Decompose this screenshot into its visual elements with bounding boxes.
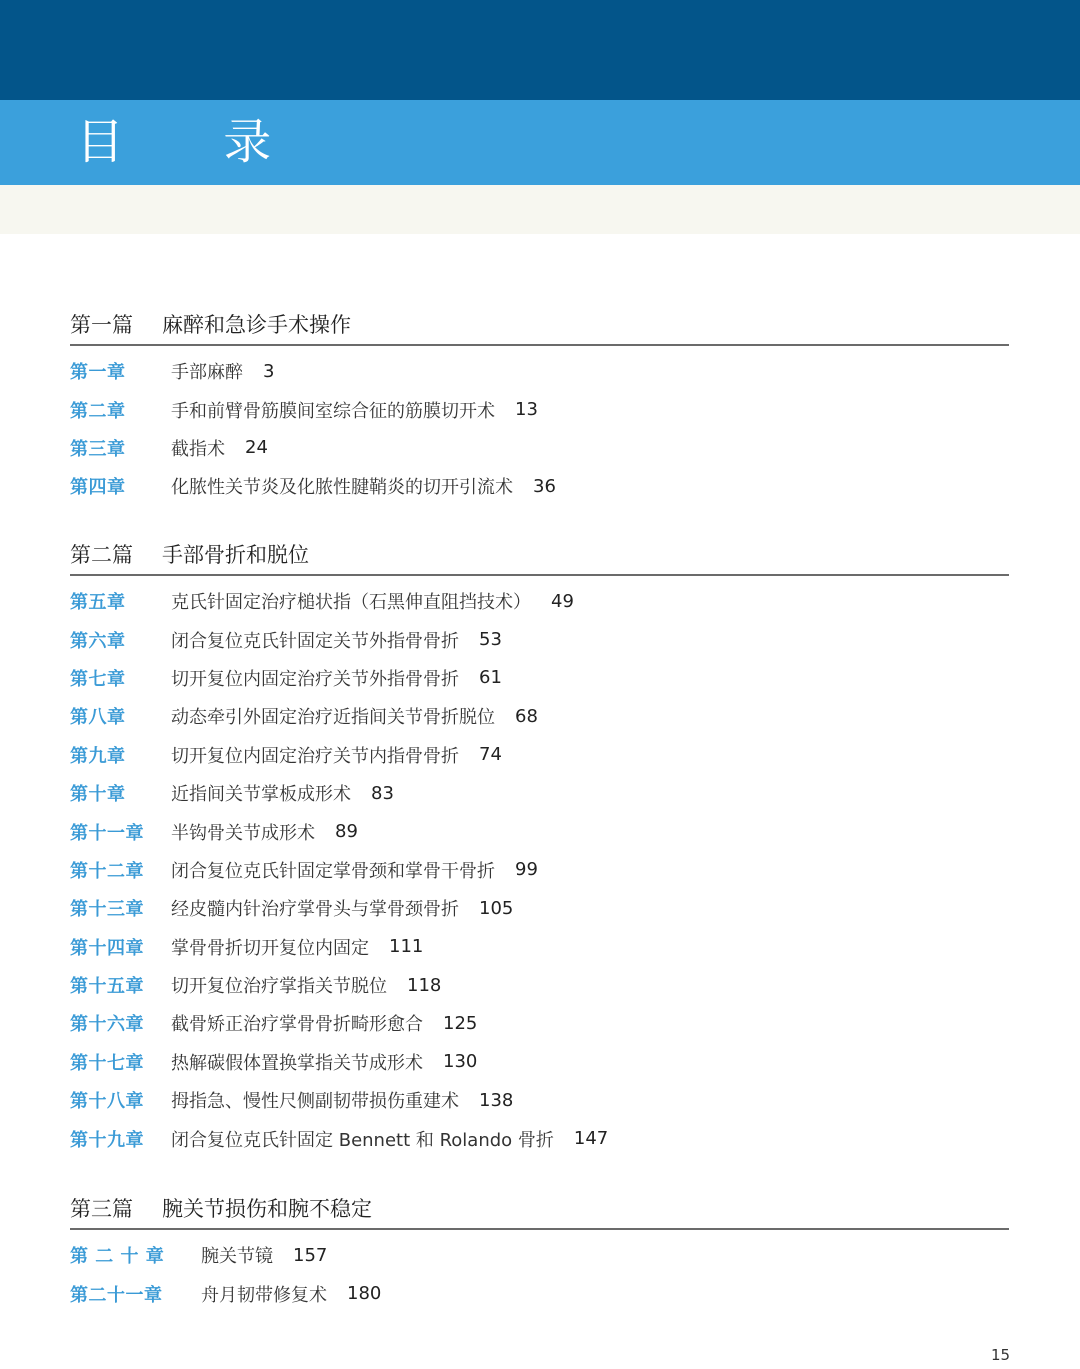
chapter-title: 截骨矫正治疗掌骨骨折畸形愈合 (171, 1014, 423, 1036)
chapter-number: 第十八章 (70, 1091, 144, 1113)
chapter-page: 83 (371, 782, 394, 804)
chapter-title: 热解碳假体置换掌指关节成形术 (171, 1052, 423, 1074)
chapter-number: 第八章 (70, 707, 126, 729)
chapter-title: 半钩骨关节成形术 (171, 822, 315, 844)
toc-entry[interactable] (70, 812, 1009, 850)
chapter-page: 74 (479, 744, 502, 766)
part-title: 腕关节损伤和腕不稳定 (162, 1197, 372, 1221)
chapter-title: 切开复位内固定治疗关节内指骨骨折 (171, 745, 459, 767)
toc-entry[interactable] (70, 889, 1009, 927)
chapter-title: 腕关节镜 (201, 1246, 273, 1268)
toc-entry[interactable] (70, 774, 1009, 812)
toc-entry[interactable] (70, 352, 1009, 390)
toc-entry[interactable] (70, 966, 1009, 1004)
chapter-page: 99 (515, 859, 538, 881)
chapter-number: 第十一章 (70, 822, 144, 844)
chapter-page: 3 (263, 360, 275, 382)
chapter-page: 24 (245, 437, 268, 459)
toc-part-2 (70, 538, 1009, 1158)
chapter-number: 第十二章 (70, 860, 144, 882)
chapter-page: 147 (573, 1128, 609, 1150)
chapter-page: 180 (347, 1283, 382, 1305)
toc-entry[interactable] (70, 429, 1009, 467)
chapter-page: 130 (443, 1051, 478, 1073)
chapter-number: 第十七章 (70, 1052, 144, 1074)
toc-entry[interactable] (70, 697, 1009, 735)
toc-entry[interactable] (70, 1119, 1009, 1157)
chapter-number: 第十六章 (70, 1014, 144, 1036)
chapter-title: 动态牵引外固定治疗近指间关节骨折脱位 (171, 707, 495, 729)
chapter-page: 105 (479, 897, 514, 919)
chapter-number: 第十五章 (70, 976, 144, 998)
chapter-title: 拇指急、慢性尺侧副韧带损伤重建术 (171, 1091, 459, 1113)
header-dark-band (0, 0, 1080, 100)
chapter-title: 化脓性关节炎及化脓性腱鞘炎的切开引流术 (171, 477, 513, 499)
part-title: 手部骨折和脱位 (162, 543, 309, 567)
chapter-title: 切开复位内固定治疗关节外指骨骨折 (171, 668, 459, 690)
chapter-title: 掌骨骨折切开复位内固定 (171, 937, 369, 959)
toc-entry[interactable] (70, 851, 1009, 889)
chapter-page: 157 (293, 1244, 328, 1266)
chapter-page: 13 (515, 399, 538, 421)
chapter-number: 第一章 (70, 362, 126, 384)
toc-entry[interactable] (70, 928, 1009, 966)
chapter-page: 49 (551, 590, 574, 612)
chapter-title: 切开复位治疗掌指关节脱位 (171, 976, 387, 998)
chapter-title: 闭合复位克氏针固定关节外指骨骨折 (171, 630, 459, 652)
chapter-number: 第二十一章 (70, 1284, 163, 1306)
toc-entry[interactable] (70, 659, 1009, 697)
part-heading (70, 538, 1009, 576)
toc-entry[interactable] (70, 1004, 1009, 1042)
page-number: 15 (991, 1346, 1011, 1364)
part-number: 第一篇 (70, 313, 133, 337)
chapter-number: 第十章 (70, 784, 126, 806)
chapter-page: 68 (515, 705, 538, 727)
chapter-number: 第五章 (70, 592, 126, 614)
chapter-title: 截指术 (171, 438, 225, 460)
toc-part-1 (70, 308, 1009, 506)
chapter-page: 89 (335, 821, 358, 843)
chapter-page: 36 (533, 475, 556, 497)
part-title: 麻醉和急诊手术操作 (162, 313, 351, 337)
chapter-title: 舟月韧带修复术 (201, 1284, 327, 1306)
part-heading (70, 308, 1009, 346)
toc-entry[interactable] (70, 1043, 1009, 1081)
chapter-number: 第七章 (70, 668, 126, 690)
page-title: 目 录 (76, 114, 314, 170)
toc-entry[interactable] (70, 620, 1009, 658)
toc-entry[interactable] (70, 736, 1009, 774)
chapter-page: 118 (407, 974, 442, 996)
chapter-number: 第十九章 (70, 1129, 144, 1151)
toc-entry[interactable] (70, 1081, 1009, 1119)
chapter-title: 克氏针固定治疗槌状指（石黑伸直阻挡技术） (171, 592, 531, 614)
chapter-page: 111 (389, 936, 424, 958)
chapter-number: 第十三章 (70, 899, 144, 921)
toc-entry[interactable] (70, 467, 1009, 505)
toc-entry[interactable] (70, 1274, 1009, 1312)
chapter-number: 第四章 (70, 477, 126, 499)
chapter-number: 第十四章 (70, 937, 144, 959)
chapter-number: 第 二 十 章 (70, 1246, 165, 1268)
part-heading (70, 1192, 1009, 1230)
chapter-page: 53 (479, 629, 502, 651)
chapter-number: 第六章 (70, 630, 126, 652)
chapter-number: 第三章 (70, 438, 126, 460)
part-number: 第二篇 (70, 543, 133, 567)
chapter-number: 第九章 (70, 745, 126, 767)
chapter-title: 手部麻醉 (171, 362, 243, 384)
chapter-number: 第二章 (70, 400, 126, 422)
chapter-title: 近指间关节掌板成形术 (171, 784, 351, 806)
chapter-title: 经皮髓内针治疗掌骨头与掌骨颈骨折 (171, 899, 459, 921)
toc-entry[interactable] (70, 390, 1009, 428)
chapter-title: 闭合复位克氏针固定掌骨颈和掌骨干骨折 (171, 860, 495, 882)
part-number: 第三篇 (70, 1197, 133, 1221)
chapter-page: 61 (479, 667, 502, 689)
toc-entry[interactable] (70, 1236, 1009, 1274)
toc-part-3 (70, 1192, 1009, 1313)
header-cream-band (0, 185, 1080, 234)
chapter-title: 手和前臂骨筋膜间室综合征的筋膜切开术 (171, 400, 495, 422)
chapter-title: 闭合复位克氏针固定 Bennett 和 Rolando 骨折 (171, 1129, 554, 1151)
chapter-page: 138 (479, 1089, 514, 1111)
toc-entry[interactable] (70, 582, 1009, 620)
chapter-page: 125 (443, 1012, 478, 1034)
